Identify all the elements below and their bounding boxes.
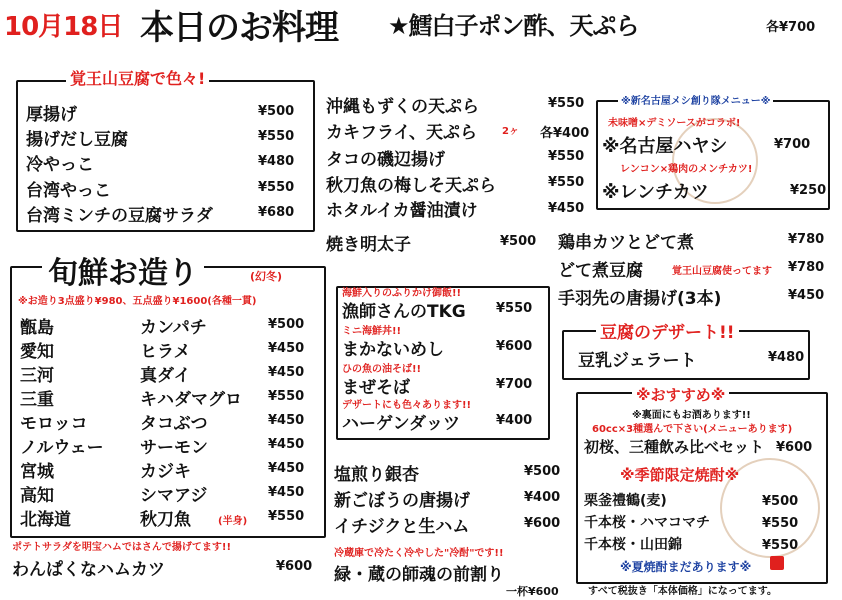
sashimi-heading: 旬鮮お造り (42, 248, 204, 292)
menu-item: 緑・蔵の師魂の前割り (334, 565, 504, 585)
menu-price: ¥550 (496, 301, 533, 316)
sashimi-note: ※お造り3点盛り¥980、五点盛り¥1600(各種一貫) (18, 296, 257, 307)
menu-item: 豆乳ジェラート (578, 351, 697, 371)
menu-price: ¥550 (548, 175, 585, 190)
menu-item: 沖縄もずくの天ぷら (326, 97, 479, 117)
menu-price: ¥500 (762, 494, 799, 509)
menu-item: 秋刀魚の梅しそ天ぷら (326, 176, 496, 196)
item-note: 未味噌×デミソースがコラボ! (608, 118, 741, 129)
menu-price: ¥700 (496, 377, 533, 392)
menu-price: ¥600 (496, 339, 533, 354)
menu-item: 千本桜・山田錦 (584, 537, 682, 553)
menu-item: 栗釜禮鶴(麦) (584, 493, 667, 509)
summer-heading: ※夏焼酎まだあります※ (620, 560, 752, 574)
menu-item: まかないめし (342, 340, 444, 360)
item-note: ポテトサラダを明宝ハムではさんで揚げてます!! (12, 542, 232, 553)
menu-price: ¥450 (788, 288, 825, 303)
menu-price: ¥400 (496, 413, 533, 428)
menu-item: イチジクと生ハム (334, 517, 470, 537)
origin-label: 高知 (20, 486, 54, 506)
origin-label: モロッコ (20, 414, 88, 434)
item-note: レンコン×鶏肉のメンチカツ! (620, 164, 753, 175)
origin-label: 三重 (20, 390, 54, 410)
recommend-heading: ※おすすめ※ (632, 384, 729, 405)
menu-price: ¥400 (524, 490, 561, 505)
item-note: 覚王山豆腐使ってます (672, 266, 772, 277)
item-note: 冷蔵庫で冷たく冷やした"冷酎"です!! (334, 548, 504, 559)
menu-price: ¥550 (268, 389, 305, 404)
menu-price: ¥480 (258, 154, 295, 169)
menu-item: ※名古屋ハヤシ (602, 136, 728, 157)
item-note: (半身) (218, 516, 248, 527)
menu-price: ¥450 (268, 413, 305, 428)
menu-price: ¥600 (276, 559, 313, 574)
menu-price: ¥450 (548, 201, 585, 216)
special-item: ★鱈白子ポン酢、天ぷら (388, 12, 639, 40)
menu-item: 漁師さんのTKG (342, 302, 466, 322)
menu-price: ¥550 (548, 149, 585, 164)
menu-price: ¥450 (268, 461, 305, 476)
fish-name: サーモン (140, 438, 208, 458)
menu-item: わんぱくなハムカツ (12, 560, 165, 580)
menu-item: どて煮豆腐 (558, 261, 643, 281)
menu-item: ホタルイカ醤油漬け (326, 201, 478, 221)
menu-price: ¥700 (774, 137, 811, 152)
item-note: ミニ海鮮丼!! (342, 326, 402, 337)
menu-price: ¥780 (788, 232, 825, 247)
seasonal-heading: ※季節限定焼酎※ (620, 466, 740, 484)
menu-item: 千本桜・ハマコマチ (584, 515, 710, 531)
origin-label: 三河 (20, 366, 54, 386)
dessert-heading: 豆腐のデザート!! (596, 318, 739, 343)
menu-item: 新ごぼうの唐揚げ (334, 491, 470, 511)
fish-name: キハダマグロ (140, 390, 242, 410)
fish-name: 秋刀魚 (140, 510, 191, 530)
origin-label: 宮城 (20, 462, 54, 482)
menu-price: 一杯¥600 (506, 585, 559, 598)
fish-name: シマアジ (140, 486, 208, 506)
menu-price: ¥450 (268, 341, 305, 356)
menu-item: まぜそば (342, 378, 410, 398)
menu-price: ¥550 (762, 516, 799, 531)
menu-price: ¥550 (268, 509, 305, 524)
menu-item: 揚げだし豆腐 (26, 130, 128, 150)
menu-price: ¥450 (268, 437, 305, 452)
menu-item: ハーゲンダッツ (342, 414, 460, 434)
fish-name: カジキ (140, 462, 191, 482)
menu-item: 冷やっこ (26, 155, 94, 175)
menu-item: 焼き明太子 (326, 235, 411, 255)
fish-name: カンパチ (140, 318, 207, 338)
menu-price: ¥500 (500, 234, 537, 249)
menu-item: 台湾やっこ (26, 181, 111, 201)
menu-price: ¥550 (548, 96, 585, 111)
stamp-icon (770, 556, 784, 570)
origin-label: 北海道 (20, 510, 71, 530)
menu-price: ¥680 (258, 205, 295, 220)
menu-price: ¥550 (258, 180, 295, 195)
menu-item: 厚揚げ (26, 105, 77, 125)
tofu-heading: 覚王山豆腐で色々! (66, 66, 209, 89)
menu-price: ¥780 (788, 260, 825, 275)
menu-price: ¥550 (258, 129, 295, 144)
menu-price: 各¥400 (540, 126, 590, 141)
recommend-note: ※裏面にもお酒あります!! (632, 410, 751, 421)
menu-item: 台湾ミンチの豆腐サラダ (26, 206, 213, 226)
item-note: デザートにも色々あります!! (342, 400, 472, 411)
menu-item: 初桜、三種飲み比べセット (584, 438, 765, 456)
menu-price: ¥450 (268, 485, 305, 500)
menu-price: ¥450 (268, 365, 305, 380)
menu-item: カキフライ、天ぷら (326, 123, 477, 143)
nagoya-heading: ※新名古屋メシ創り隊メニュー※ (618, 92, 773, 107)
menu-price: ¥500 (524, 464, 561, 479)
item-note: 海鮮入りのふりかけ御飯!! (342, 288, 462, 299)
menu-price: ¥500 (258, 104, 295, 119)
menu-price: ¥600 (524, 516, 561, 531)
origin-label: 甑島 (20, 318, 54, 338)
menu-price: ¥500 (268, 317, 305, 332)
menu-price: ¥250 (790, 183, 827, 198)
menu-item: 手羽先の唐揚げ(3本) (558, 289, 722, 309)
menu-item: 鶏串カツとどて煮 (558, 233, 694, 253)
menu-item: タコの磯辺揚げ (326, 150, 445, 170)
special-price: 各¥700 (766, 20, 816, 35)
item-note: ひの魚の油そば!! (342, 364, 422, 375)
menu-item: ※レンチカツ (602, 182, 709, 203)
origin-label: ノルウェー (20, 438, 104, 458)
menu-date: 10月18日 (4, 12, 123, 42)
fish-name: ヒラメ (140, 342, 191, 362)
fish-name: 真ダイ (140, 366, 191, 386)
menu-price: ¥480 (768, 350, 805, 365)
menu-item: 塩煎り銀杏 (334, 465, 419, 485)
fish-name: タコぶつ (140, 414, 208, 434)
tax-note: すべて税抜き「本体価格」になってます。 (588, 586, 777, 597)
menu-price: ¥600 (776, 440, 813, 455)
item-tag: 2ヶ (502, 126, 519, 137)
recommend-note-2: 60cc×3種選んで下さい(メニューあります) (592, 424, 793, 435)
origin-label: 愛知 (20, 342, 54, 362)
menu-price: ¥550 (762, 538, 799, 553)
sashimi-heading-note: (幻冬) (250, 270, 283, 283)
menu-title: 本日のお料理 (140, 8, 338, 48)
